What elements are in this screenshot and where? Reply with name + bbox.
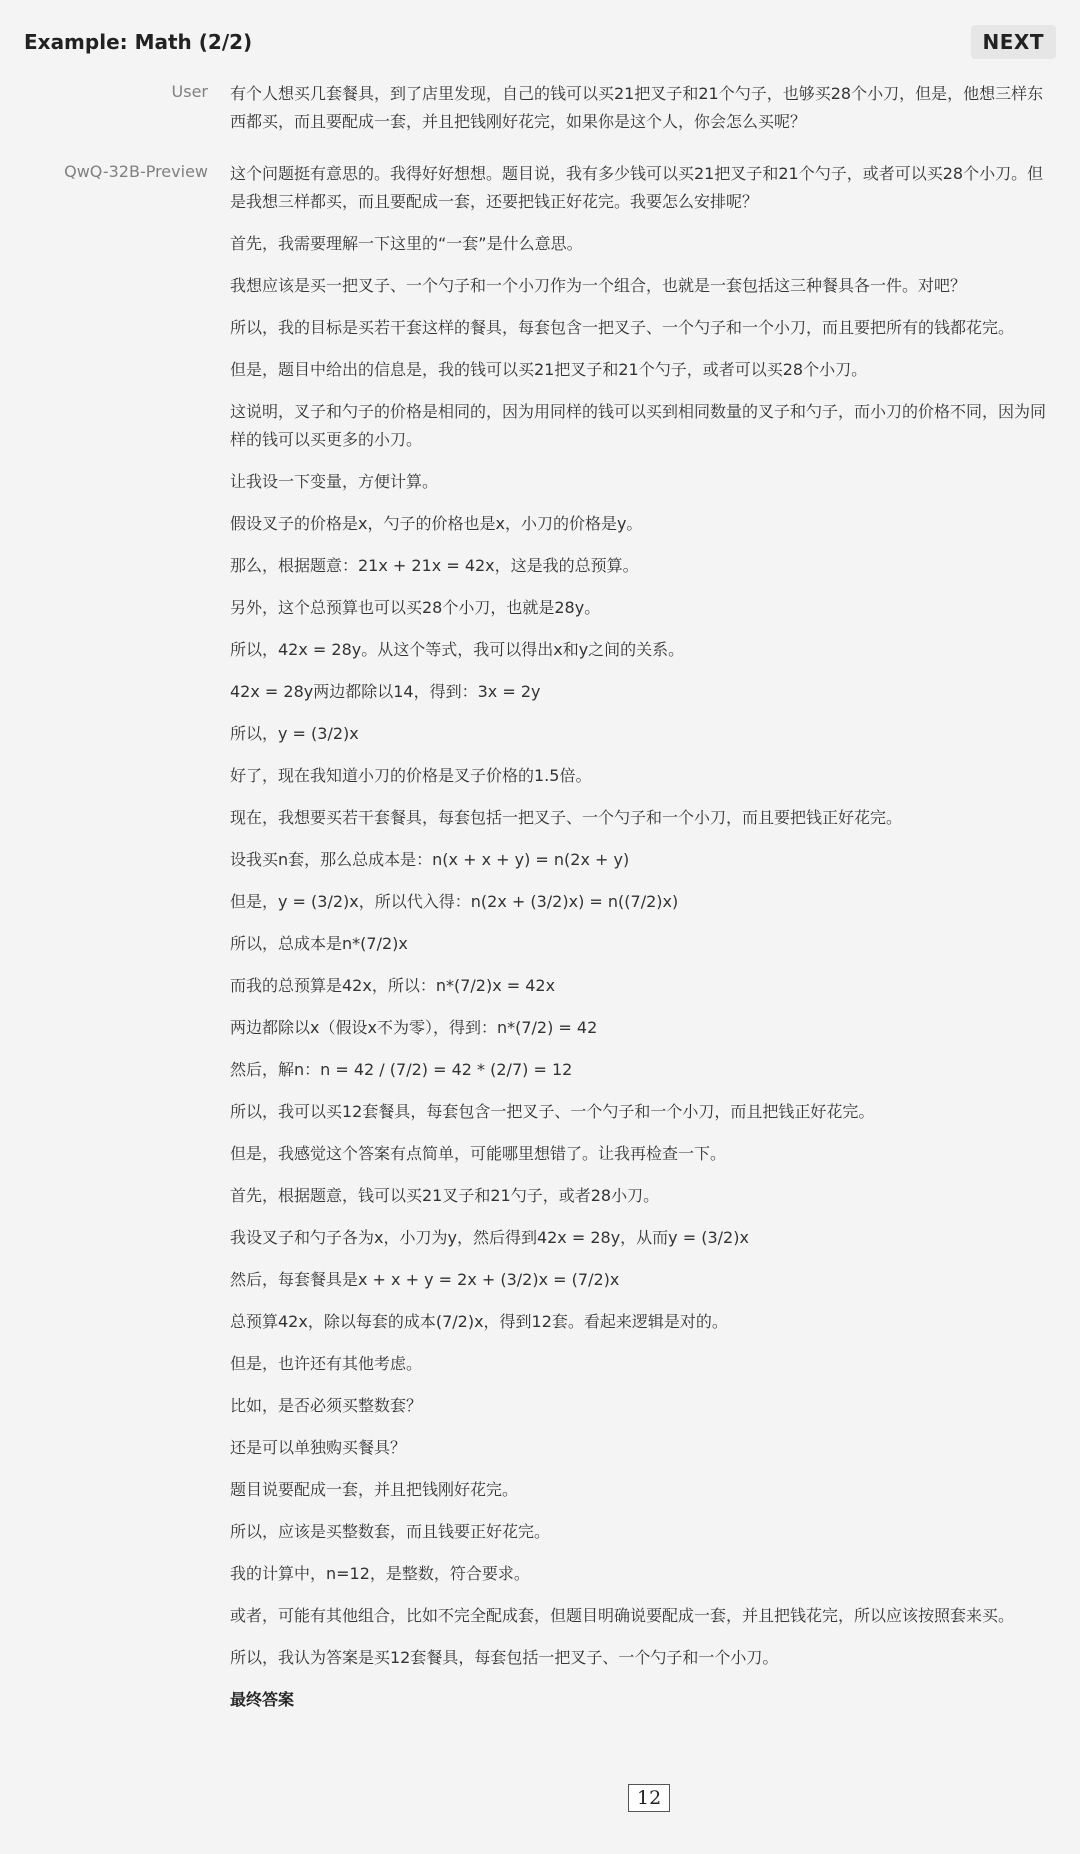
assistant-message-body <box>230 160 1050 1728</box>
next-button[interactable]: NEXT <box>971 25 1056 59</box>
paragraph: 而我的总预算是42x，所以：n*(7/2)x = 42x <box>230 976 556 995</box>
speaker-label-user: User <box>171 82 208 101</box>
header <box>24 24 1056 60</box>
paragraph: 让我设一下变量，方便计算。 <box>230 472 439 491</box>
paragraph: 设我买n套，那么总成本是：n(x + x + y) = n(2x + y) <box>230 850 630 869</box>
user-message-text: 有个人想买几套餐具，到了店里发现，自己的钱可以买21把叉子和21个勺子，也够买28个小刀，但是，他想三样东西都买，而且要配成一套，并且把钱刚好花完，如果你是这个人，你会怎么买呢？ <box>230 84 1044 131</box>
paragraph: 或者，可能有其他组合，比如不完全配成套，但题目明确说要配成一套，并且把钱花完，所以应该按照套来买。 <box>230 1606 1015 1625</box>
paragraph: 这说明，叉子和勺子的价格是相同的，因为用同样的钱可以买到相同数量的叉子和勺子，而小刀的价格不同，因为同样的钱可以买更多的小刀。 <box>230 402 1047 449</box>
paragraph: 比如，是否必须买整数套？ <box>230 1396 423 1415</box>
paragraph: 首先，我需要理解一下这里的“一套”是什么意思。 <box>230 234 583 253</box>
speaker-label-assistant: QwQ-32B-Preview <box>64 162 208 181</box>
paragraph: 42x = 28y两边都除以14，得到：3x = 2y <box>230 682 541 701</box>
final-answer-heading: 最终答案 <box>230 1690 295 1709</box>
paragraph: 我的计算中，n=12，是整数，符合要求。 <box>230 1564 530 1583</box>
paragraph: 首先，根据题意，钱可以买21叉子和21勺子，或者28小刀。 <box>230 1186 660 1205</box>
paragraph: 现在，我想要买若干套餐具，每套包括一把叉子、一个勺子和一个小刀，而且要把钱正好花完。 <box>230 808 903 827</box>
paragraph: 所以，我的目标是买若干套这样的餐具，每套包含一把叉子、一个勺子和一个小刀，而且要把所有的钱都花完。 <box>230 318 1015 337</box>
paragraph: 所以，总成本是n*(7/2)x <box>230 934 408 953</box>
page-title: Example: Math (2/2) <box>24 30 253 54</box>
paragraph: 但是，也许还有其他考虑。 <box>230 1354 423 1373</box>
paragraph: 然后，每套餐具是x + x + y = 2x + (3/2)x = (7/2)x <box>230 1270 620 1289</box>
paragraph: 另外，这个总预算也可以买28个小刀，也就是28y。 <box>230 598 601 617</box>
paragraph: 所以，应该是买整数套，而且钱要正好花完。 <box>230 1522 551 1541</box>
paragraph: 好了，现在我知道小刀的价格是叉子价格的1.5倍。 <box>230 766 592 785</box>
paragraph: 但是，y = (3/2)x，所以代入得：n(2x + (3/2)x) = n((7/2)x) <box>230 892 679 911</box>
paragraph: 但是，我感觉这个答案有点简单，可能哪里想错了。让我再检查一下。 <box>230 1144 727 1163</box>
paragraph: 这个问题挺有意思的。我得好好想想。题目说，我有多少钱可以买21把叉子和21个勺子，或者可以买28个小刀。但是我想三样都买，而且要配成一套，还要把钱正好花完。我要怎么安排呢？ <box>230 164 1044 211</box>
paragraph: 题目说要配成一套，并且把钱刚好花完。 <box>230 1480 519 1499</box>
paragraph: 所以，y = (3/2)x <box>230 724 359 743</box>
paragraph: 假设叉子的价格是x，勺子的价格也是x，小刀的价格是y。 <box>230 514 643 533</box>
paragraph: 但是，题目中给出的信息是，我的钱可以买21把叉子和21个勺子，或者可以买28个小刀。 <box>230 360 868 379</box>
paragraph: 还是可以单独购买餐具？ <box>230 1438 407 1457</box>
paragraph: 我想应该是买一把叉子、一个勺子和一个小刀作为一个组合，也就是一套包括这三种餐具各一件。对吧？ <box>230 276 967 295</box>
paragraph: 所以，我认为答案是买12套餐具，每套包括一把叉子、一个勺子和一个小刀。 <box>230 1648 779 1667</box>
paragraph: 所以，我可以买12套餐具，每套包含一把叉子、一个勺子和一个小刀，而且把钱正好花完。 <box>230 1102 875 1121</box>
final-answer-box: 12 <box>628 1784 670 1812</box>
paragraph: 然后，解n：n = 42 / (7/2) = 42 * (2/7) = 12 <box>230 1060 573 1079</box>
paragraph: 两边都除以x（假设x不为零），得到：n*(7/2) = 42 <box>230 1018 598 1037</box>
paragraph: 那么，根据题意：21x + 21x = 42x，这是我的总预算。 <box>230 556 639 575</box>
paragraph: 我设叉子和勺子各为x，小刀为y，然后得到42x = 28y，从而y = (3/2)x <box>230 1228 749 1247</box>
paragraph: 所以，42x = 28y。从这个等式，我可以得出x和y之间的关系。 <box>230 640 685 659</box>
paragraph: 总预算42x，除以每套的成本(7/2)x，得到12套。看起来逻辑是对的。 <box>230 1312 728 1331</box>
